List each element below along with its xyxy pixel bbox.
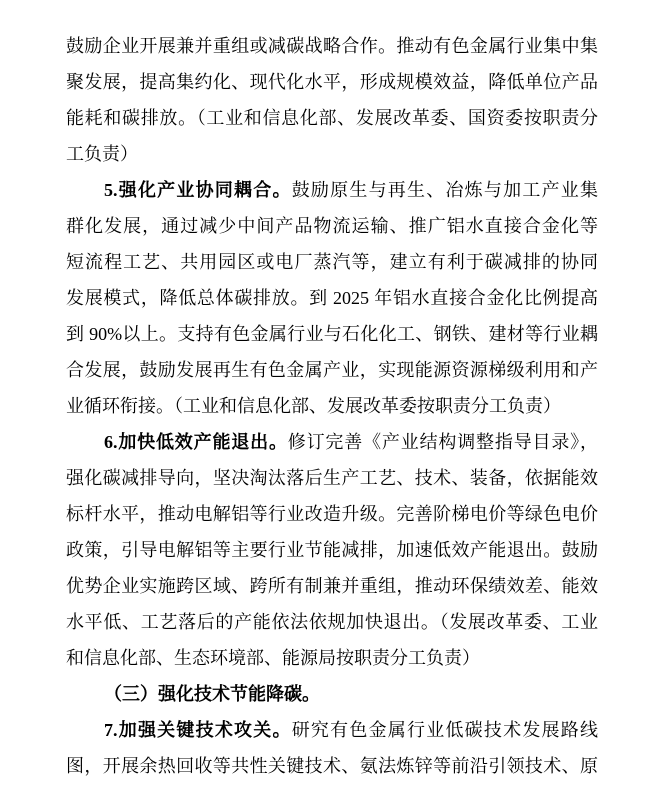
text-line <box>66 316 598 352</box>
text-line <box>66 100 598 136</box>
text-line <box>66 208 598 244</box>
text-line <box>66 424 598 460</box>
body-text: 工负责） <box>66 144 138 164</box>
text-line <box>66 388 598 424</box>
text-line <box>66 676 598 712</box>
body-text: 政策，引导电解铝等主要行业节能减排，加速低效产能退出。鼓励 <box>66 540 598 560</box>
body-text: 和信息化部、生态环境部、能源局按职责分工负责） <box>66 648 480 668</box>
text-line <box>66 244 598 280</box>
body-text: 群化发展，通过减少中间产品物流运输、推广铝水直接合金化等 <box>66 216 598 236</box>
body-text: 强化碳减排导向，坚决淘汰落后生产工艺、技术、装备，依据能效 <box>66 468 598 488</box>
text-line <box>66 604 598 640</box>
text-line <box>66 28 598 64</box>
text-line <box>66 136 598 172</box>
text-line <box>66 748 598 784</box>
bold-heading-text: （三）强化技术节能降碳。 <box>104 684 320 704</box>
document-text-block <box>66 28 598 784</box>
body-text: 标杆水平，推动电解铝等行业改造升级。完善阶梯电价等绿色电价 <box>66 504 598 524</box>
body-text: 图，开展余热回收等共性关键技术、氨法炼锌等前沿引领技术、原 <box>66 756 598 776</box>
body-text: 业循环衔接。（工业和信息化部、发展改革委按职责分工负责） <box>66 396 561 416</box>
text-line <box>66 280 598 316</box>
body-text: 短流程工艺、共用园区或电厂蒸汽等，建立有利于碳减排的协同 <box>66 252 598 272</box>
body-text: 优势企业实施跨区域、跨所有制兼并重组，推动环保绩效差、能效 <box>66 576 598 596</box>
body-text: 发展模式，降低总体碳排放。到 2025 年铝水直接合金化比例提高 <box>66 288 598 308</box>
body-text: 鼓励企业开展兼并重组或减碳战略合作。推动有色金属行业集中集 <box>66 36 598 56</box>
body-text: 修订完善《产业结构调整指导目录》， <box>287 432 598 452</box>
body-text: 鼓励原生与再生、冶炼与加工产业集 <box>291 180 598 200</box>
body-text: 合发展，鼓励发展再生有色金属产业，实现能源资源梯级利用和产 <box>66 360 598 380</box>
text-line <box>66 172 598 208</box>
bold-heading-text: 5.强化产业协同耦合。 <box>104 180 292 200</box>
text-line <box>66 460 598 496</box>
body-text: 水平低、工艺落后的产能依法依规加快退出。（发展改革委、工业 <box>66 612 598 632</box>
text-line <box>66 712 598 748</box>
body-text: 到 90%以上。支持有色金属行业与石化化工、钢铁、建材等行业耦 <box>66 324 598 344</box>
body-text: 聚发展，提高集约化、现代化水平，形成规模效益，降低单位产品 <box>66 72 598 92</box>
text-line <box>66 352 598 388</box>
text-line <box>66 496 598 532</box>
body-text: 研究有色金属行业低碳技术发展路线 <box>291 720 598 740</box>
text-line <box>66 568 598 604</box>
bold-heading-text: 7.加强关键技术攻关。 <box>104 720 292 740</box>
bold-heading-text: 6.加快低效产能退出。 <box>104 432 288 452</box>
text-line <box>66 532 598 568</box>
text-line <box>66 64 598 100</box>
body-text: 能耗和碳排放。（工业和信息化部、发展改革委、国资委按职责分 <box>66 108 598 128</box>
text-line <box>66 640 598 676</box>
